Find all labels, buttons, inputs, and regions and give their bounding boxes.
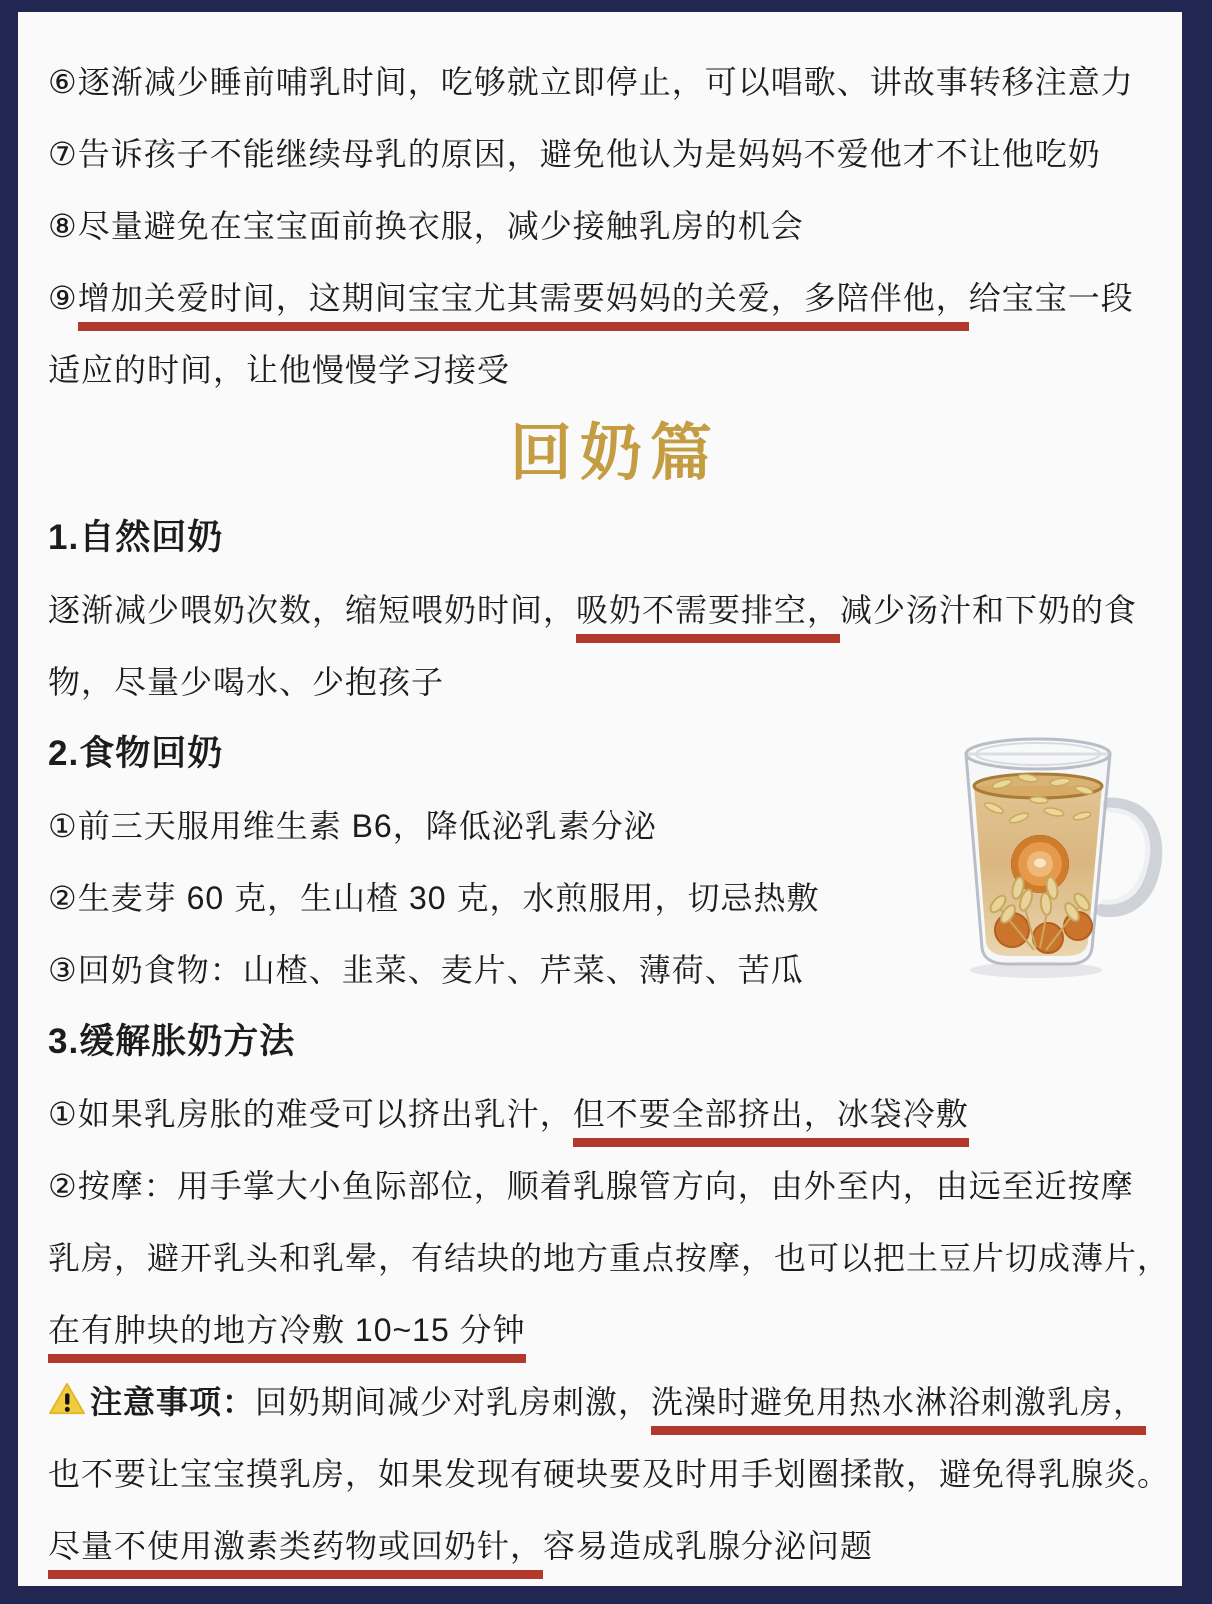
tip-item-9-rest: 给宝宝一段 — [968, 280, 1134, 316]
relief-item-1 — [48, 1078, 1182, 1150]
relief-item-1-pre: ①如果乳房胀的难受可以挤出乳汁， — [48, 1096, 573, 1132]
notice-line-3 — [48, 1510, 1182, 1582]
notice-line-1 — [48, 1366, 1182, 1438]
tip-item-9-highlight: 增加关爱时间，这期间宝宝尤其需要妈妈的关爱，多陪伴他， — [78, 280, 969, 331]
page-title: 回奶篇 — [509, 419, 720, 488]
notice-line-3-rest: 容易造成乳腺分泌问题 — [543, 1528, 874, 1564]
natural-weaning-post: 减少汤汁和下奶的食 — [840, 592, 1138, 628]
tip-item-7: ⑦告诉孩子不能继续母乳的原因，避免他认为是妈妈不爱他才不让他吃奶 — [48, 136, 1101, 172]
natural-weaning-highlight: 吸奶不需要排空， — [576, 592, 840, 643]
relief-item-2-line-2: 乳房，避开乳头和乳晕，有结块的地方重点按摩，也可以把土豆片切成薄片， — [48, 1240, 1171, 1276]
notice-line-1-highlight: 洗澡时避免用热水淋浴刺激乳房， — [651, 1384, 1146, 1435]
relief-item-2-highlight: 在有肿块的地方冷敷 10~15 分钟 — [48, 1312, 526, 1363]
natural-weaning-heading: 1.自然回奶 — [48, 518, 224, 557]
engorgement-relief-heading: 3.缓解胀奶方法 — [48, 1022, 296, 1061]
relief-item-2-line-1: ②按摩：用手掌大小鱼际部位，顺着乳腺管方向，由外至内，由远至近按摩 — [48, 1168, 1134, 1204]
food-weaning-item-1: ①前三天服用维生素 B6，降低泌乳素分泌 — [48, 808, 657, 844]
notice-line-2: 也不要让宝宝摸乳房，如果发现有硬块要及时用手划圈揉散，避免得乳腺炎。 — [48, 1456, 1171, 1492]
natural-weaning-line-2: 物，尽量少喝水、少抱孩子 — [48, 664, 445, 700]
notice-label: 注意事项： — [90, 1384, 256, 1420]
natural-weaning-line-1 — [48, 574, 1182, 646]
notice-line-3-highlight: 尽量不使用激素类药物或回奶针， — [48, 1528, 543, 1579]
barley-hawthorn-tea-mug-illustration — [924, 712, 1168, 988]
relief-item-1-highlight: 但不要全部挤出，冰袋冷敷 — [573, 1096, 969, 1147]
warning-icon — [48, 1369, 86, 1403]
relief-item-2-line-3 — [48, 1294, 1182, 1366]
weaning-guide-card — [18, 12, 1182, 1586]
natural-weaning-pre: 逐渐减少喂奶次数，缩短喂奶时间， — [48, 592, 577, 628]
tip-item-9 — [48, 262, 1182, 334]
food-weaning-heading: 2.食物回奶 — [48, 734, 224, 773]
section-title-row — [48, 406, 1182, 502]
tip-item-6: ⑥逐渐减少睡前哺乳时间，吃够就立即停止，可以唱歌、讲故事转移注意力 — [48, 64, 1134, 100]
tip-item-9-continued: 适应的时间，让他慢慢学习接受 — [48, 352, 511, 388]
tip-item-9-number: ⑨ — [48, 280, 78, 316]
food-weaning-item-3: ③回奶食物：山楂、韭菜、麦片、芹菜、薄荷、苦瓜 — [48, 952, 804, 988]
notice-line-1-mid: 回奶期间减少对乳房刺激， — [255, 1384, 652, 1420]
tip-item-8: ⑧尽量避免在宝宝面前换衣服，减少接触乳房的机会 — [48, 208, 804, 244]
food-weaning-item-2: ②生麦芽 60 克，生山楂 30 克，水煎服用，切忌热敷 — [48, 880, 820, 916]
